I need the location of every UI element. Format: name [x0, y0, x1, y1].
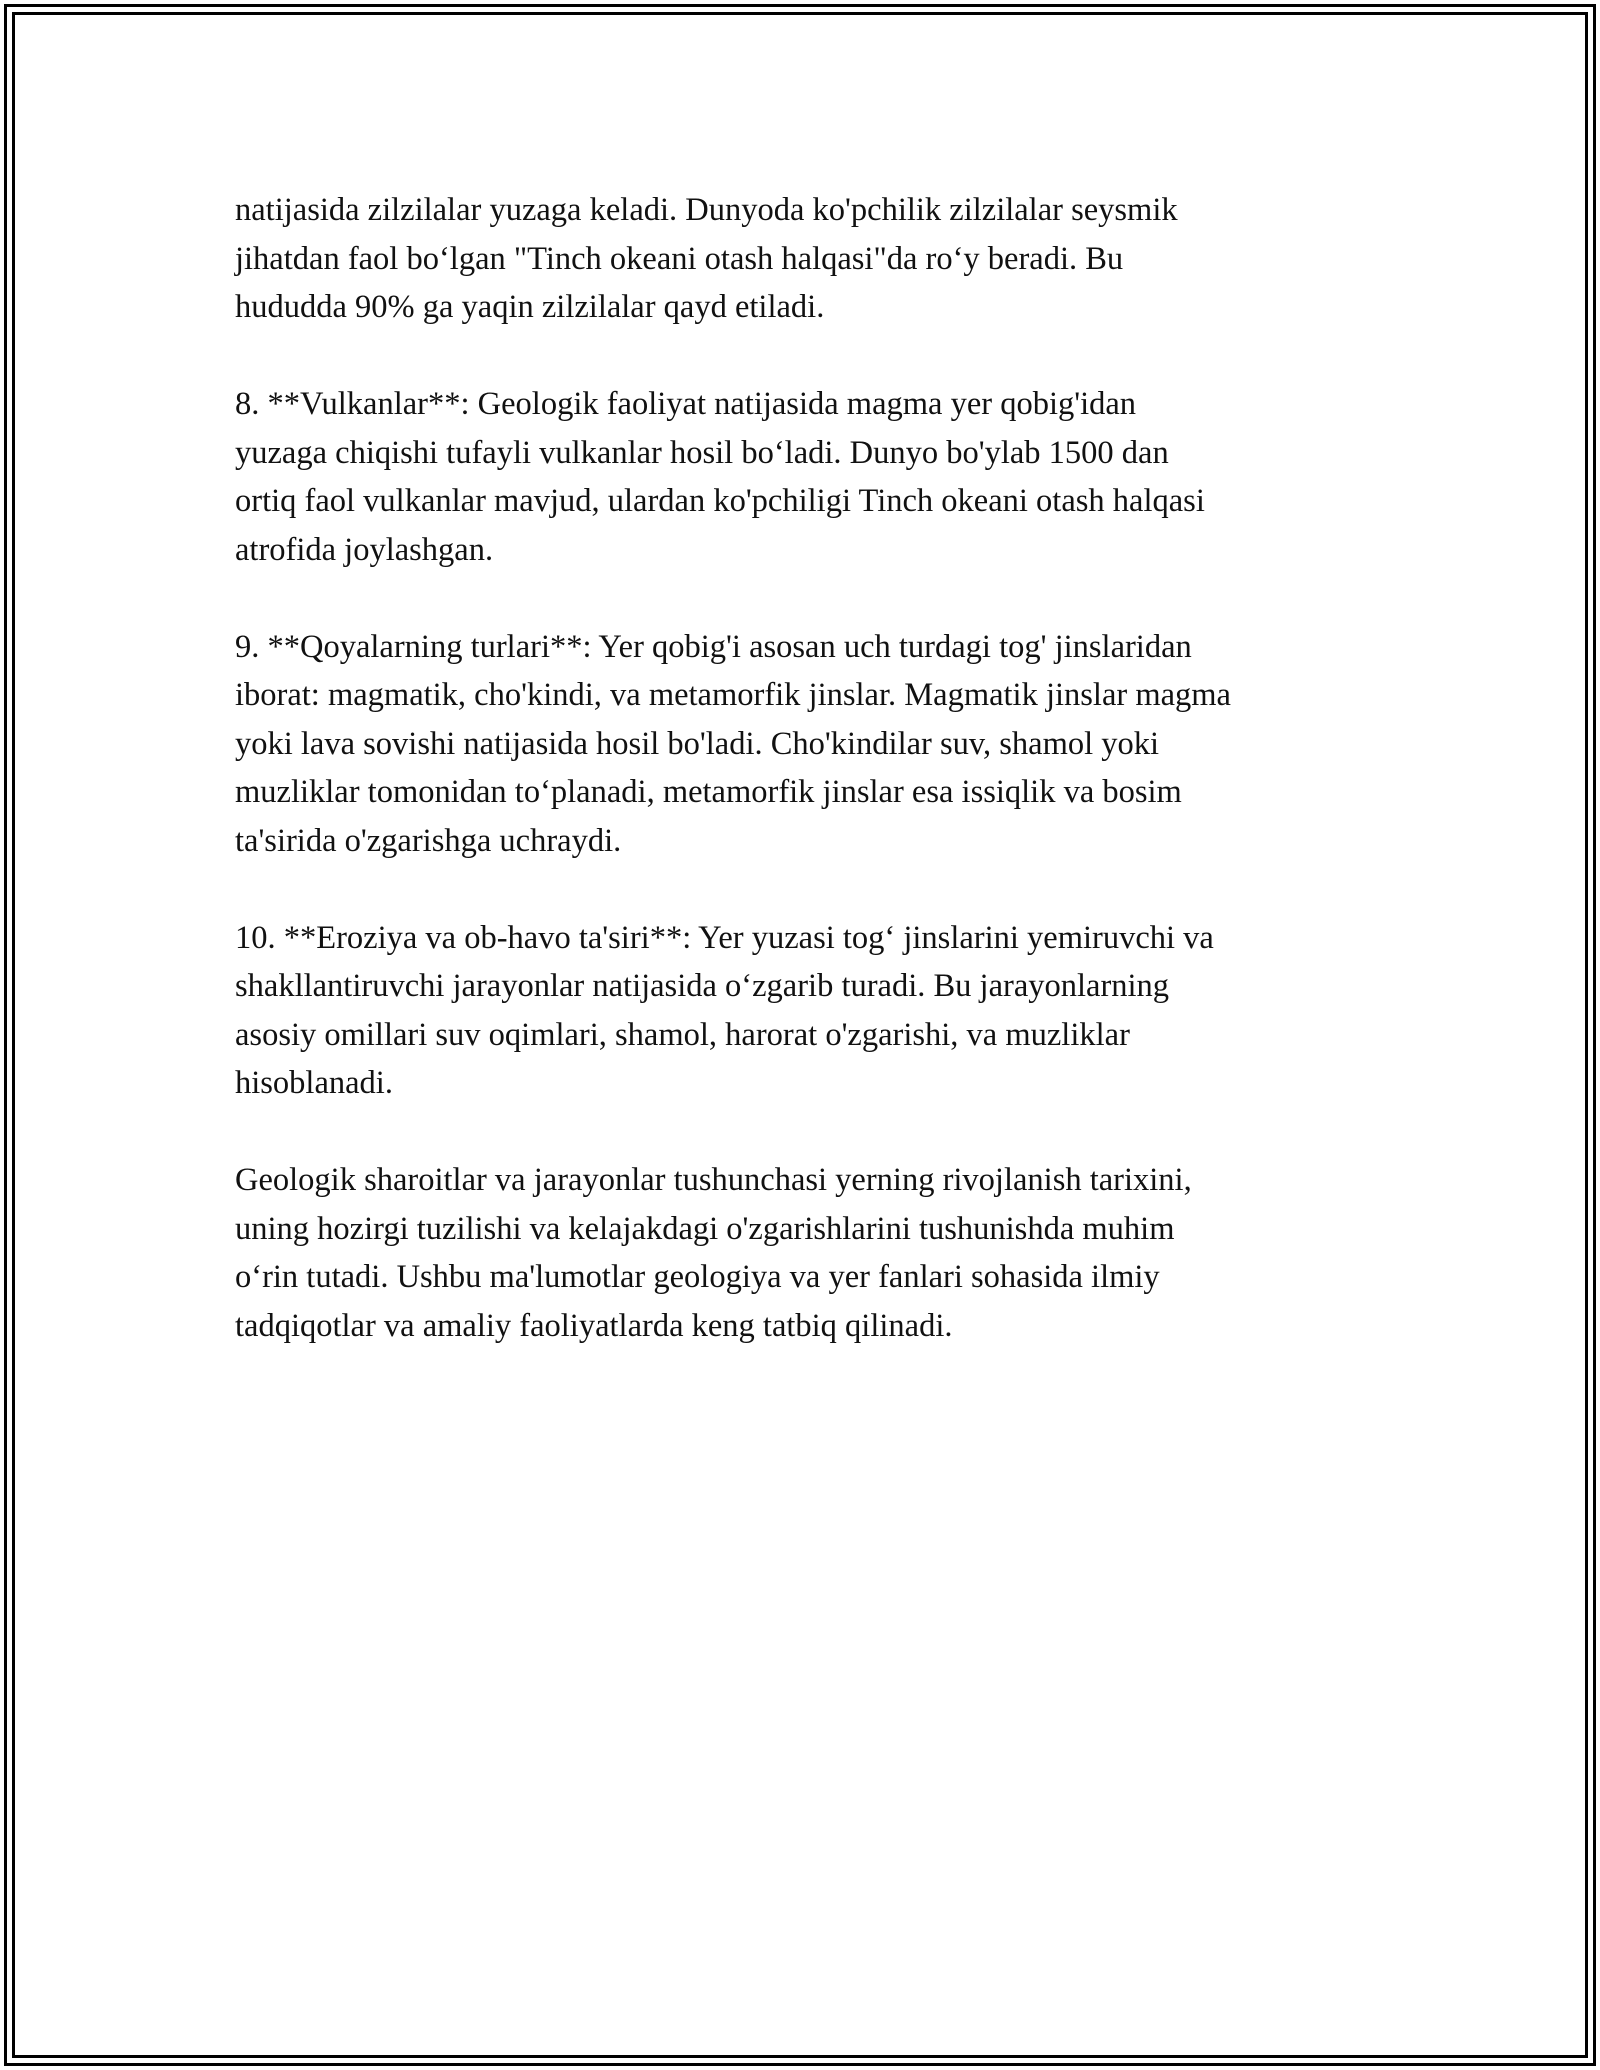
text-line: yuzaga chiqishi tufayli vulkanlar hosil bo‘ladi. Dunyo bo'ylab 1500 dan: [235, 434, 1169, 471]
text-line: 10. **Eroziya va ob-havo ta'siri**: Yer yuzasi tog‘ jinslarini yemiruvchi va: [235, 919, 1214, 956]
paragraph-volcanoes: [235, 380, 1385, 574]
text-line: ta'sirida o'zgarishga uchraydi.: [235, 822, 622, 859]
text-line: shakllantiruvchi jarayonlar natijasida o‘zgarib turadi. Bu jarayonlarning: [235, 968, 1170, 1004]
text-line: uning hozirgi tuzilishi va kelajakdagi o'zgarishlarini tushunishda muhim: [235, 1210, 1175, 1247]
text-line: jihatdan faol bo‘lgan "Tinch okeani otash halqasi"da ro‘y beradi. Bu: [235, 240, 1124, 277]
text-line: 8. **Vulkanlar**: Geologik faoliyat natijasida magma yer qobig'idan: [235, 386, 1137, 422]
text-line: Geologik sharoitlar va jarayonlar tushunchasi yerning rivojlanish tarixini,: [235, 1162, 1192, 1198]
text-line: hududda 90% ga yaqin zilzilalar qayd etiladi.: [235, 289, 825, 325]
text-line: yoki lava sovishi natijasida hosil bo'ladi. Cho'kindilar suv, shamol yoki: [235, 725, 1160, 762]
paragraph-earthquakes: [235, 186, 1385, 332]
text-line: atrofida joylashgan.: [235, 531, 494, 568]
text-line: muzliklar tomonidan to‘planadi, metamorfik jinslar esa issiqlik va bosim: [235, 774, 1182, 810]
paragraph-erosion: [235, 914, 1385, 1108]
text-line: hisoblanadi.: [235, 1065, 393, 1101]
text-line: iborat: magmatik, cho'kindi, va metamorfik jinslar. Magmatik jinslar magma: [235, 677, 1231, 713]
document-body: [235, 186, 1385, 1399]
text-line: o‘rin tutadi. Ushbu ma'lumotlar geologiya va yer fanlari sohasida ilmiy: [235, 1259, 1160, 1295]
text-line: asosiy omillari suv oqimlari, shamol, harorat o'zgarishi, va muzliklar: [235, 1016, 1130, 1053]
paragraph-conclusion: [235, 1156, 1385, 1350]
text-line: ortiq faol vulkanlar mavjud, ulardan ko'pchiligi Tinch okeani otash halqasi: [235, 483, 1205, 519]
text-line: natijasida zilzilalar yuzaga keladi. Dunyoda ko'pchilik zilzilalar seysmik: [235, 192, 1178, 228]
text-line: 9. **Qoyalarning turlari**: Yer qobig'i asosan uch turdagi tog' jinslaridan: [235, 628, 1192, 665]
paragraph-rock-types: [235, 623, 1385, 866]
text-line: tadqiqotlar va amaliy faoliyatlarda keng tatbiq qilinadi.: [235, 1307, 953, 1344]
